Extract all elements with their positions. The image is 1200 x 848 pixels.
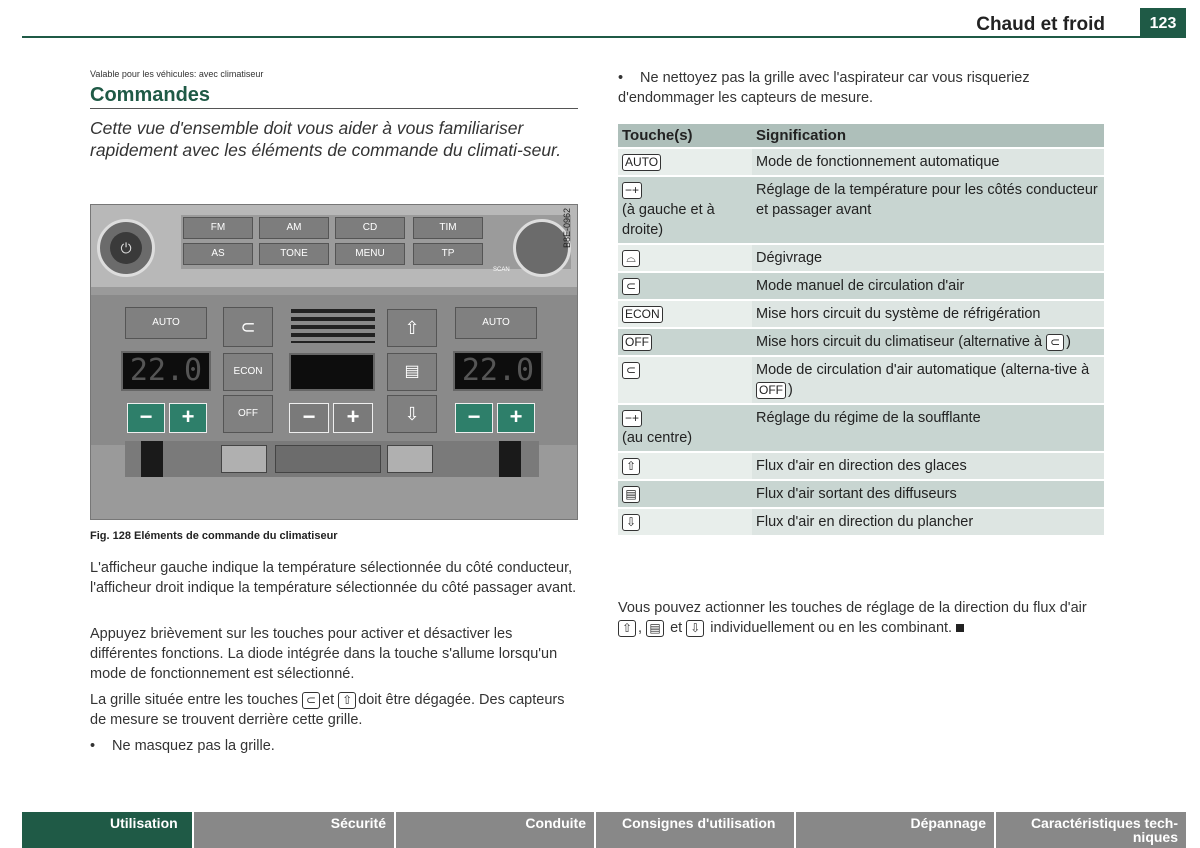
power-knob (97, 219, 155, 277)
paragraph-grille (90, 690, 578, 730)
table-cell-meaning: Mode de fonctionnement automatique (752, 149, 1104, 175)
left-plus-button: + (169, 403, 207, 433)
paragraph-displays: L'afficheur gauche indique la température sélectionnée du côté conducteur, l'afficheur droit indique la température sélectionnée du côté passager avant. (90, 560, 577, 596)
recirculation-key-icon: ⊂ (622, 278, 640, 295)
right-minus-button: − (455, 403, 493, 433)
table-header-row (618, 124, 1104, 147)
page-header-title: Chaud et froid (976, 14, 1105, 35)
table-row (618, 357, 1104, 403)
radio-button-am: AM (259, 217, 329, 239)
auto-key-icon: AUTO (622, 154, 661, 171)
recirculation-button: ⊂ (223, 307, 273, 347)
left-minus-button: − (127, 403, 165, 433)
off-key-icon: OFF (622, 334, 652, 351)
table-cell-meaning: Mise hors circuit du climatiseur (alternative à ⊂ ) (752, 329, 1104, 355)
table-cell-meaning: Mode manuel de circulation d'air (752, 273, 1104, 299)
front-defrost-button (387, 445, 433, 473)
floor-key-icon: ⇩ (622, 514, 640, 531)
table-row (618, 329, 1104, 355)
header-rule (22, 36, 1140, 38)
off-key-icon: OFF (756, 382, 786, 399)
windshield-key-icon: ⇧ (338, 692, 356, 709)
figure-caption: Fig. 128 Eléments de commande du climatiseur (90, 530, 338, 542)
grille-text-after: doit être dégagée. Des capteurs de mesure se trouvent derrière cette grille. (90, 692, 565, 728)
climate-control-figure (90, 204, 578, 520)
table-row (618, 453, 1104, 479)
grille-text-and: et (322, 692, 335, 708)
page-number: 123 (1140, 8, 1186, 38)
tab-securite[interactable]: Sécurité (194, 812, 394, 848)
tab-conduite[interactable]: Conduite (396, 812, 594, 848)
econ-key-icon: ECON (622, 306, 663, 323)
auto-left-button: AUTO (125, 307, 207, 339)
end-of-section-icon (956, 624, 964, 632)
fan-minus-button: − (289, 403, 329, 433)
footer-nav (22, 812, 1186, 848)
econ-button: ECON (223, 353, 273, 391)
table-cell-meaning: Flux d'air en direction des glaces (752, 453, 1104, 479)
display-right: 22.0 (453, 351, 543, 391)
climate-panel (91, 295, 578, 445)
paragraph-buttons: Appuyez brièvement sur les touches pour activer et désactiver les différentes fonctions. La diode intégrée dans la touche s'allume lorsqu'un mode de fonctionnement est sélectionné. (90, 626, 558, 682)
windshield-key-icon: ⇧ (618, 620, 636, 637)
off-button: OFF (223, 395, 273, 433)
windshield-key-icon: ⇧ (622, 458, 640, 475)
radio-button-menu: MENU (335, 243, 405, 265)
grille-text-before: La grille située entre les touches (90, 692, 298, 708)
power-icon: ⏻ (110, 232, 142, 264)
controls-table (618, 122, 1104, 537)
table-row (618, 273, 1104, 299)
seat-heating-strip (125, 441, 539, 477)
table-row (618, 509, 1104, 535)
table-header-key: Touche(s) (618, 124, 752, 147)
tab-utilisation[interactable]: Utilisation (22, 812, 192, 848)
vent-key-icon: ▤ (622, 486, 640, 503)
radio-button-tp: TP (413, 243, 483, 265)
table-header-meaning: Signification (752, 124, 1104, 147)
bullet-grille: • Ne masquez pas la grille. (90, 736, 578, 756)
table-cell-meaning: Flux d'air en direction du plancher (752, 509, 1104, 535)
section-rule (90, 108, 578, 109)
tab-consignes[interactable]: Consignes d'utilisation (596, 812, 794, 848)
recirculation-key-icon: ⊂ (1046, 334, 1064, 351)
radio-panel (91, 205, 578, 287)
floor-key-icon: ⇩ (686, 620, 704, 637)
radio-button-tone: TONE (259, 243, 329, 265)
table-row (618, 177, 1104, 243)
fan-plus-button: + (333, 403, 373, 433)
table-cell-meaning: Réglage du régime de la soufflante (752, 405, 1104, 451)
display-center (289, 353, 375, 391)
table-cell-meaning: Mise hors circuit du système de réfrigération (752, 301, 1104, 327)
table-cell-note: (à gauche et à droite) (622, 202, 715, 238)
auto-right-button: AUTO (455, 307, 537, 339)
table-cell-meaning: Flux d'air sortant des diffuseurs (752, 481, 1104, 507)
vent-key-icon: ▤ (646, 620, 664, 637)
seat-heat-right-knob (499, 441, 521, 477)
tab-caracteristiques[interactable]: Caractéristiques tech-niques (996, 812, 1186, 848)
sensor-grille (291, 309, 375, 343)
table-row (618, 481, 1104, 507)
table-row (618, 301, 1104, 327)
vent-airflow-button: ▤ (387, 353, 437, 391)
radio-button-tim: TIM (413, 217, 483, 239)
table-cell-meaning: Mode de circulation d'air automatique (alterna-tive à OFF ) (752, 357, 1104, 403)
section-title: Commandes (90, 84, 211, 106)
table-cell-note: (au centre) (622, 430, 693, 446)
bullet-vacuum: • Ne nettoyez pas la grille avec l'aspirateur car vous risqueriez d'endommager les capteurs de mesure. (618, 68, 1108, 108)
seat-heat-left-knob (141, 441, 163, 477)
defrost-key-icon: ⌓ (622, 250, 640, 267)
applicability-note: Valable pour les véhicules: avec climatiseur (90, 69, 264, 79)
tab-depannage[interactable]: Dépannage (796, 812, 994, 848)
table-cell-meaning: Dégivrage (752, 245, 1104, 271)
radio-button-fm: FM (183, 217, 253, 239)
figure-code: B8E-0962 (562, 208, 572, 249)
minus-plus-key-icon: −+ (622, 410, 642, 427)
table-row (618, 405, 1104, 451)
windshield-airflow-button: ⇧ (387, 309, 437, 347)
scan-label: SCAN (493, 267, 510, 273)
minus-plus-key-icon: −+ (622, 182, 642, 199)
floor-airflow-button: ⇩ (387, 395, 437, 433)
radio-button-cd: CD (335, 217, 405, 239)
display-left: 22.0 (121, 351, 211, 391)
right-plus-button: + (497, 403, 535, 433)
intro-text: Cette vue d'ensemble doit vous aider à vous familiariser rapidement avec les éléments de commande du climati-seur. (90, 118, 562, 160)
table-row (618, 245, 1104, 271)
recirculation-auto-key-icon: ⊂ (622, 362, 640, 379)
recirculation-key-icon: ⊂ (302, 692, 320, 709)
rear-defrost-button (221, 445, 267, 473)
table-row (618, 149, 1104, 175)
paragraph-airflow: Vous pouvez actionner les touches de réglage de la direction du flux d'air ⇧ , ▤ et ⇩ individuellement ou en les combinant. (618, 600, 1087, 636)
center-blank (275, 445, 381, 473)
radio-button-as: AS (183, 243, 253, 265)
table-cell-meaning: Réglage de la température pour les côtés conducteur et passager avant (752, 177, 1104, 243)
